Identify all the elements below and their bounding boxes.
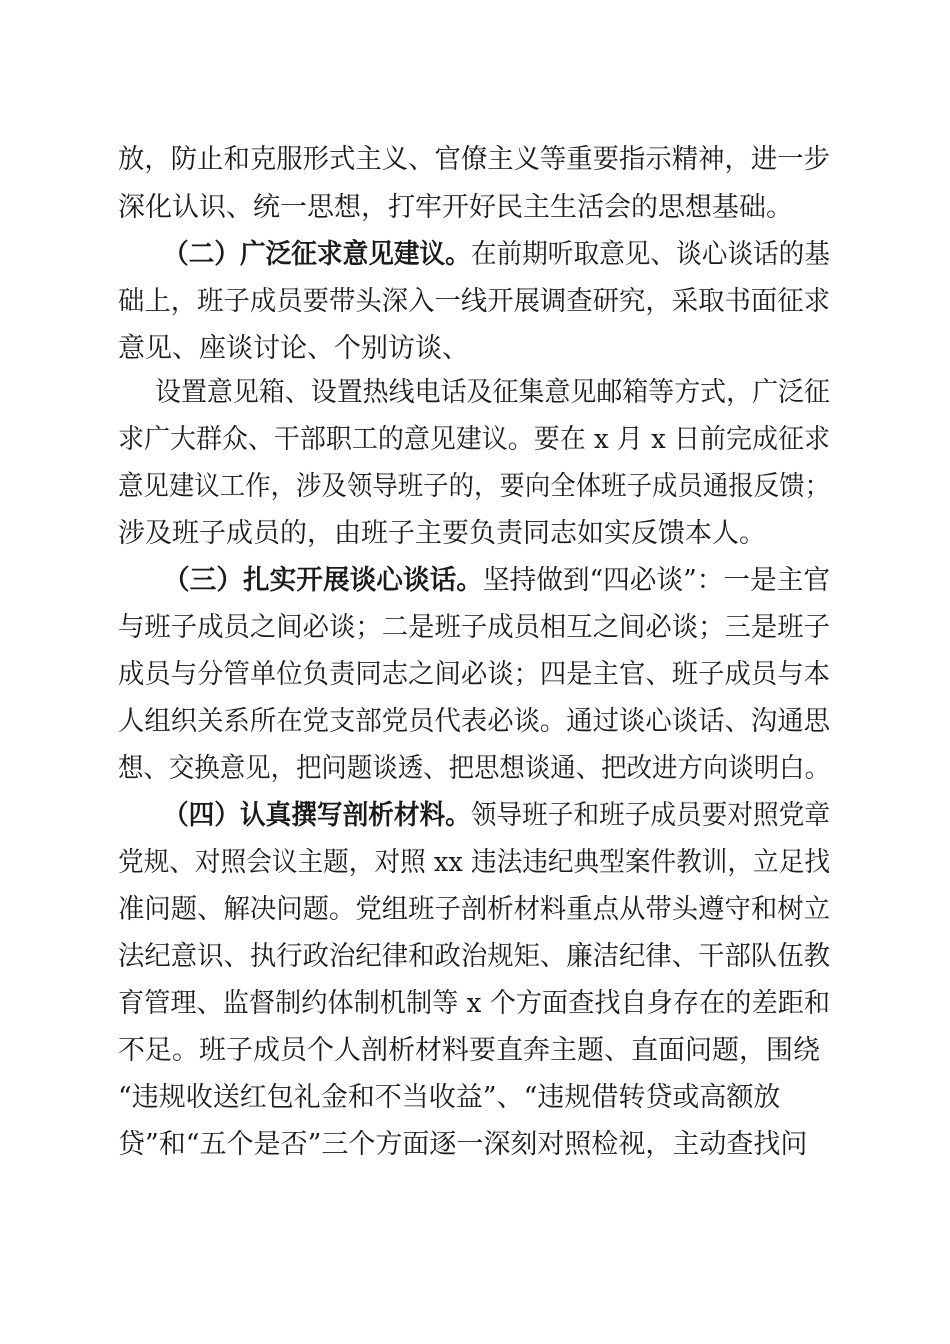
body-line — [0, 138, 950, 182]
body-line — [0, 465, 950, 509]
line-text: 意见建议工作，涉及领导班子的，要向全体班子成员通报反馈； — [118, 471, 831, 502]
line-text: 育管理、监督制约体制机制等 x 个方面查找自身存在的差距和 — [118, 988, 831, 1019]
line-text: 深化认识、统一思想，打牢开好民主生活会的思想基础。 — [118, 192, 793, 223]
body-line — [0, 935, 950, 979]
body-line — [0, 186, 950, 230]
body-line — [0, 982, 950, 1026]
line-text: 涉及班子成员的，由班子主要负责同志如实反馈本人。 — [118, 518, 766, 549]
body-line — [0, 1029, 950, 1073]
line-text: “违规收送红包礼金和不当收益”、“违规借转贷或高额放 — [118, 1082, 781, 1113]
line-text: 不足。班子成员个人剖析材料要直奔主题、直面问题，围绕 — [118, 1035, 820, 1066]
section-heading-line — [0, 794, 950, 838]
line-text: 领导班子和班子成员要对照党章 — [470, 800, 830, 831]
line-text: 放，防止和克服形式主义、官僚主义等重要指示精神，进一步 — [118, 144, 831, 175]
body-line — [0, 418, 950, 462]
line-text: 与班子成员之间必谈；二是班子成员相互之间必谈；三是班子 — [118, 612, 831, 643]
body-line — [0, 841, 950, 885]
body-line — [0, 1076, 950, 1120]
line-text: 准问题、解决问题。党组班子剖析材料重点从带头遵守和树立 — [118, 894, 831, 925]
body-line — [0, 1123, 950, 1167]
section-heading: （二）广泛征求意见建议。 — [163, 239, 471, 270]
section-heading: （三）扎实开展谈心谈话。 — [163, 565, 483, 596]
line-text: 法纪意识、执行政治纪律和政治规矩、廉洁纪律、干部队伍教 — [118, 941, 831, 972]
body-line — [0, 327, 950, 371]
section-heading-line — [0, 233, 950, 277]
body-line — [0, 512, 950, 556]
line-text: 意见、座谈讨论、个别访谈、 — [118, 333, 469, 364]
line-text: 设置意见箱、设置热线电话及征集意见邮箱等方式，广泛征 — [155, 377, 830, 408]
line-text: 党规、对照会议主题，对照 xx 违法违纪典型案件教训，立足找 — [118, 847, 830, 878]
line-text: 求广大群众、干部职工的意见建议。要在 x 月 x 日前完成征求 — [118, 424, 830, 455]
body-line — [0, 747, 950, 791]
line-text: 坚持做到“四必谈”：一是主官 — [482, 565, 831, 596]
line-text: 想、交换意见，把问题谈透、把思想谈通、把改进方向谈明白。 — [118, 753, 831, 784]
line-text: 在前期听取意见、谈心谈话的基 — [470, 239, 830, 270]
line-text: 成员与分管单位负责同志之间必谈；四是主官、班子成员与本 — [118, 659, 831, 690]
section-heading: （四）认真撰写剖析材料。 — [163, 800, 471, 831]
line-text: 贷”和“五个是否”三个方面逐一深刻对照检视，主动查找问 — [118, 1129, 808, 1160]
body-line — [0, 371, 950, 415]
body-line — [0, 653, 950, 697]
line-text: 人组织关系所在党支部党员代表必谈。通过谈心谈话、沟通思 — [118, 706, 831, 737]
line-text: 础上，班子成员要带头深入一线开展调查研究，采取书面征求 — [118, 286, 831, 317]
body-line — [0, 280, 950, 324]
body-line — [0, 888, 950, 932]
body-line — [0, 606, 950, 650]
body-line — [0, 700, 950, 744]
section-heading-line — [0, 559, 950, 603]
